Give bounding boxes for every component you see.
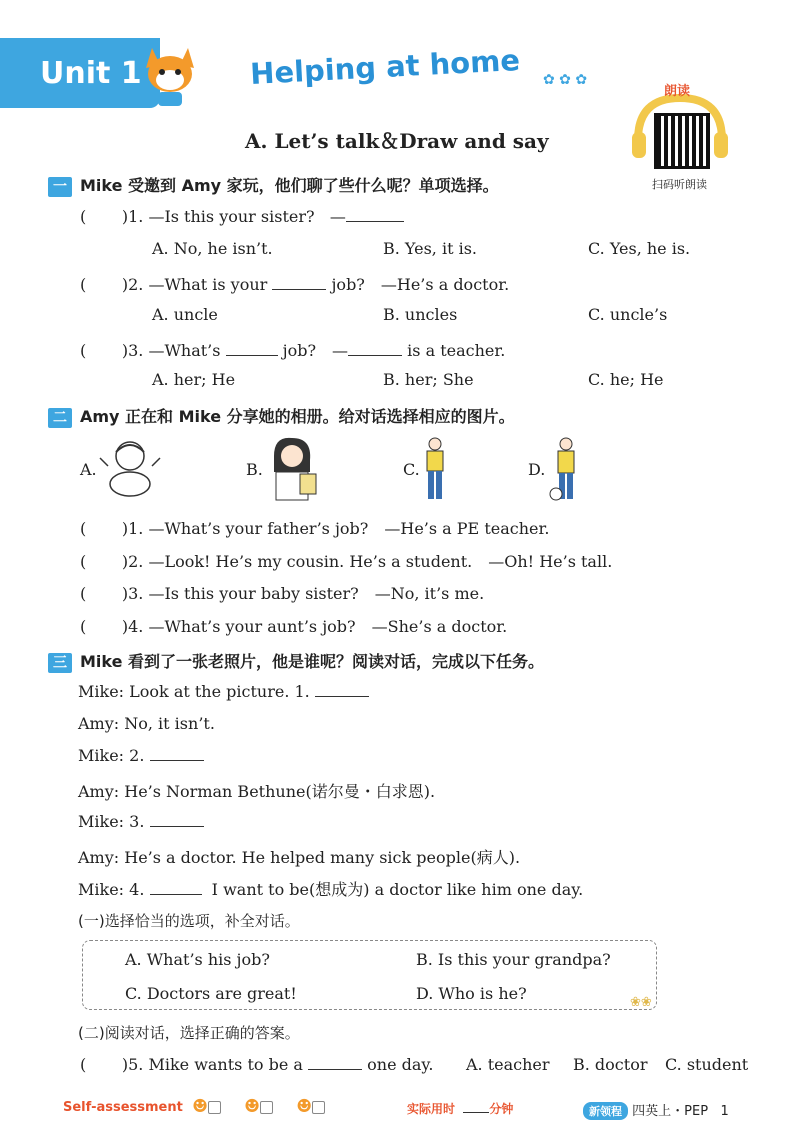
answer-blank[interactable] (308, 1069, 362, 1070)
dialogue-line-4: Amy: He’s Norman Bethune(诺尔曼・白求恩). (78, 782, 436, 801)
section3-instruction: Mike 看到了一张老照片，他是谁呢？阅读对话，完成以下任务。 (80, 652, 545, 671)
grass-decoration-icon: ❀❀ (630, 995, 652, 1010)
qr-label: 朗读 (664, 84, 691, 99)
dialogue-line-7: Mike: 4. I want to be(想成为) a doctor like him one day. (78, 880, 584, 899)
matching-item-4: ( )4. —What’s your aunt’s job? —She’s a doctor. (80, 617, 508, 636)
fox-face-icon: ☻ (244, 1096, 261, 1117)
answer-blank[interactable] (226, 355, 278, 356)
unit-label: Unit 1 (40, 56, 142, 91)
section-subtitle: A. Let’s talk＆Draw and say (245, 129, 549, 153)
box-option-d: D. Who is he? (416, 984, 527, 1003)
unit-banner (0, 38, 160, 108)
self-assessment-ratings (192, 1096, 325, 1117)
brand-badge: 新领程 (583, 1102, 628, 1120)
answer-blank[interactable] (150, 894, 202, 895)
option-c: C. he; He (588, 370, 664, 389)
picture-label-a: A. (80, 460, 97, 479)
doctor-woman-picture (262, 436, 322, 506)
answer-blank[interactable] (150, 760, 204, 761)
fox-face-icon: ☻ (296, 1096, 313, 1117)
page-number: 1 (720, 1104, 729, 1119)
section1-instruction: Mike 受邀到 Amy 家玩，他们聊了些什么呢？单项选择。 (80, 176, 499, 195)
option-b: B. her; She (383, 370, 474, 389)
matching-item-3: ( )3. —Is this your baby sister? —No, it’s me. (80, 584, 485, 603)
answer-blank[interactable] (348, 355, 402, 356)
time-used: 实际用时 分钟 (407, 1102, 514, 1116)
option-a: A. her; He (152, 370, 236, 389)
time-blank[interactable] (463, 1112, 489, 1113)
page-footer (583, 1100, 729, 1120)
option-b: B. uncles (383, 305, 458, 324)
matching-item-2: ( )2. —Look! He’s my cousin. He’s a student. —Oh! He’s tall. (80, 552, 613, 571)
option-c: C. uncle’s (588, 305, 668, 324)
box-option-b: B. Is this your grandpa? (416, 950, 611, 969)
rating-checkbox[interactable] (312, 1101, 325, 1114)
q5-option-a: A. teacher (466, 1055, 550, 1074)
question-1-3: ( )3. —What’s job? — is a teacher. (80, 341, 506, 360)
picture-label-c: C. (403, 460, 420, 479)
baby-picture (98, 436, 162, 504)
fox-mascot-icon (140, 40, 200, 114)
section1-heading (48, 173, 499, 197)
picture-label-b: B. (246, 460, 263, 479)
answer-blank[interactable] (272, 289, 326, 290)
answer-blank[interactable] (150, 826, 204, 827)
tall-boy-picture (420, 436, 450, 506)
part2-instruction: (二)阅读对话，选择正确的答案。 (78, 1024, 300, 1042)
section3-heading (48, 649, 544, 673)
dialogue-line-6: Amy: He’s a doctor. He helped many sick people(病人). (78, 848, 521, 867)
page-title: Helping at home (249, 42, 521, 92)
option-b: B. Yes, it is. (383, 239, 477, 258)
book-label: 四英上・PEP (632, 1104, 709, 1119)
dialogue-line-5: Mike: 3. (78, 812, 204, 831)
part1-instruction: (一)选择恰当的选项，补全对话。 (78, 912, 300, 930)
option-a: A. uncle (152, 305, 218, 324)
section1-number: 一 (48, 177, 72, 197)
option-a: A. No, he isn’t. (152, 239, 273, 258)
self-assessment-label: Self-assessment (63, 1100, 183, 1115)
fox-face-icon: ☻ (192, 1096, 209, 1117)
picture-label-d: D. (528, 460, 546, 479)
qr-code[interactable] (654, 113, 710, 169)
question-5: ( )5. Mike wants to be a one day. (80, 1055, 434, 1074)
q5-option-c: C. student (665, 1055, 749, 1074)
question-1-1: ( )1. —Is this your sister? — (80, 207, 404, 226)
answer-blank[interactable] (315, 696, 369, 697)
dialogue-line-1: Mike: Look at the picture. 1. (78, 682, 369, 701)
dialogue-line-3: Mike: 2. (78, 746, 204, 765)
section2-heading (48, 404, 515, 428)
rating-checkbox[interactable] (208, 1101, 221, 1114)
q5-option-b: B. doctor (573, 1055, 648, 1074)
answer-blank[interactable] (346, 221, 404, 222)
section2-instruction: Amy 正在和 Mike 分享她的相册。给对话选择相应的图片。 (80, 407, 515, 426)
box-option-c: C. Doctors are great! (125, 984, 297, 1003)
section2-number: 二 (48, 408, 72, 428)
option-c: C. Yes, he is. (588, 239, 691, 258)
question-1-2: ( )2. —What is your job? —He’s a doctor. (80, 275, 510, 294)
paw-prints-icon: ✿ ✿ ✿ (543, 72, 588, 88)
dialogue-line-2: Amy: No, it isn’t. (78, 714, 215, 733)
rating-checkbox[interactable] (260, 1101, 273, 1114)
box-option-a: A. What’s his job? (125, 950, 270, 969)
section3-number: 三 (48, 653, 72, 673)
qr-caption: 扫码听朗读 (652, 178, 707, 191)
pe-teacher-picture (548, 436, 588, 506)
matching-item-1: ( )1. —What’s your father’s job? —He’s a PE teacher. (80, 519, 550, 538)
